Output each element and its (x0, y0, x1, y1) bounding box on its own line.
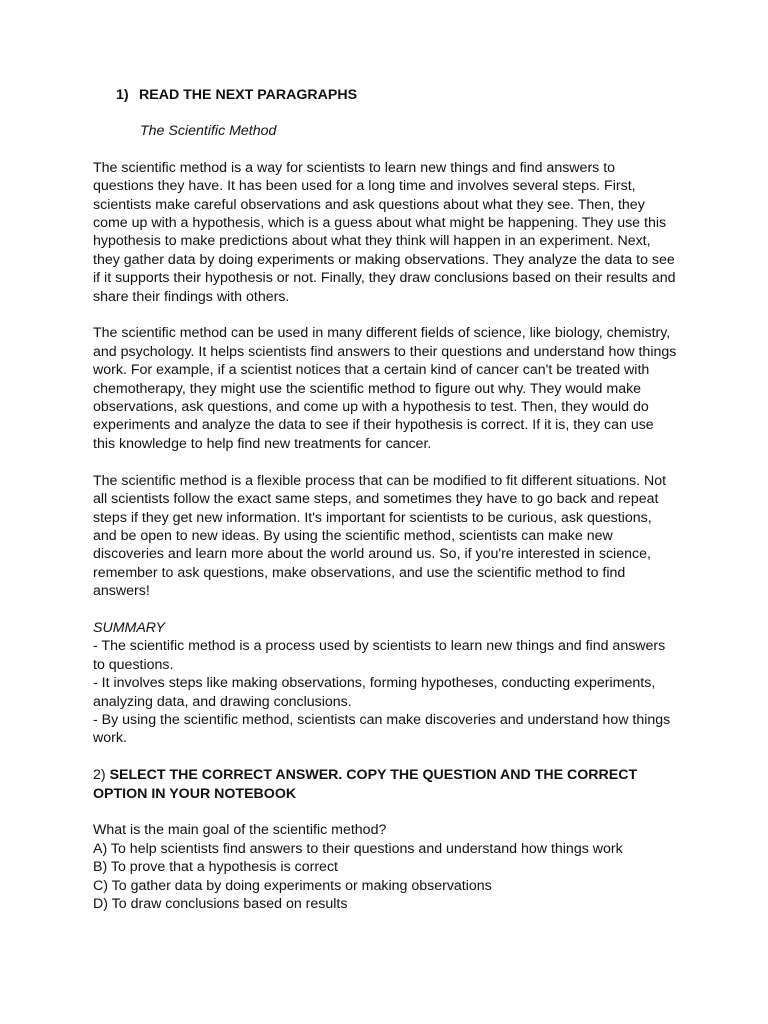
answer-option-a: A) To help scientists find answers to their questions and understand how things work (93, 840, 623, 857)
summary-item: - By using the scientific method, scientists can make discoveries and understand how things work. (93, 711, 671, 747)
document-content (93, 86, 677, 913)
summary-title: SUMMARY (93, 619, 165, 636)
section-2-number: 2) (93, 767, 106, 784)
paragraph-2: The scientific method can be used in many different fields of science, like biology, chemistry, and psychology. It helps scientists find answers to their questions and understand how things work. For example, if a scientist notices that a certain kind of cancer can't be treated with chemotherapy, they might use the scientific method to figure out why. They would make observations, ask questions, and come up with a hypothesis to test. Then, they would do experiments and analyze the data to see if their hypothesis is correct. If it is, they can use this knowledge to help find new treatments for cancer. (93, 325, 677, 452)
summary-item: - The scientific method is a process used by scientists to learn new things and find answers to questions. (93, 638, 666, 673)
summary-item: - It involves steps like making observations, forming hypotheses, conducting experiments, analyzing data, and drawing conclusions. (93, 675, 656, 710)
question-text: What is the main goal of the scientific method? (93, 822, 387, 839)
section-2-heading (93, 766, 677, 803)
answer-options (93, 840, 677, 914)
summary-list (93, 637, 677, 747)
section-1-heading (93, 86, 677, 104)
answer-option-d: D) To draw conclusions based on results (93, 895, 348, 912)
section-1-heading-text: READ THE NEXT PARAGRAPHS (139, 87, 358, 103)
document-title: The Scientific Method (140, 123, 277, 140)
answer-option-c: C) To gather data by doing experiments or making observations (93, 877, 492, 894)
paragraph-3: The scientific method is a flexible process that can be modified to fit different situations. Not all scientists follow the exact same steps, and sometimes they have to go back and repeat steps if they get new information. It's important for scientists to be curious, ask questions, and be open to new ideas. By using the scientific method, scientists can make new discoveries and learn more about the world around us. So, if you're interested in science, remember to ask questions, make observations, and use the scientific method to find answers! (93, 472, 667, 600)
paragraph-1: The scientific method is a way for scientists to learn new things and find answers to questions they have. It has been used for a long time and involves several steps. First, scientists make careful observations and ask questions about what they see. Then, they come up with a hypothesis, which is a guess about what might be happening. They use this hypothesis to make predictions about what they think will happen in an experiment. Next, they gather data by doing experiments or making observations. They analyze the data to see if it supports their hypothesis or not. Finally, they draw conclusions based on their results and share their findings with others. (93, 159, 676, 305)
section-2-heading-text: SELECT THE CORRECT ANSWER. COPY THE QUESTION AND THE CORRECT OPTION IN YOUR NOTEBOOK (93, 767, 638, 802)
section-1-number: 1) (116, 87, 129, 103)
answer-option-b: B) To prove that a hypothesis is correct (93, 859, 338, 876)
